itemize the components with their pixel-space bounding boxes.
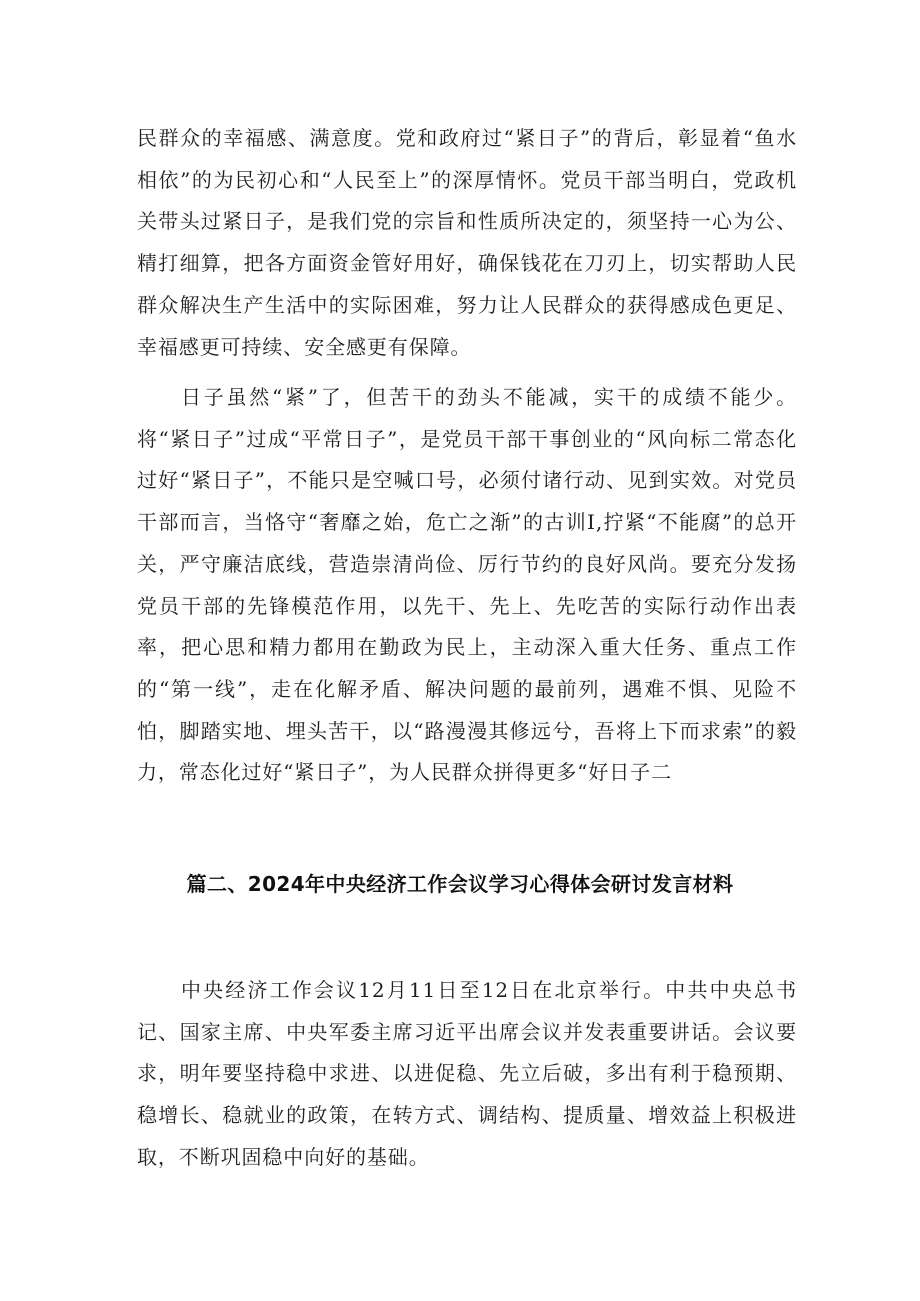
body-paragraph: 日子虽然“紧”了，但苦干的劲头不能减，实干的成绩不能少。将“紧日子”过成“平常日子”，是党员干部干事创业的“风向标二常态化过好“紧日子”，不能只是空喊口号，必须付诸行动、见到实效。对党员干部而言，当恪守“奢靡之始，危亡之渐”的古训I,拧紧“不能腐”的总开关，严守廉洁底线，营造崇清尚俭、厉行节约的良好风尚。要充分发扬党员干部的先锋模范作用，以先干、先上、先吃苦的实际行动作出表率，把心思和精力都用在勤政为民上，主动深入重大任务、重点工作的“第一线”，走在化解矛盾、解决问题的最前列，遇难不惧、见险不怕，脚踏实地、埋头苦干，以“路漫漫其修远兮，吾将上下而求索”的毅力，常态化过好“紧日子”，为人民群众拼得更多“好日子二 xyxy=(137,385,797,785)
body-paragraph: 民群众的幸福感、满意度。党和政府过“紧日子”的背后，彰显着“鱼水相依”的为民初心和“人民至上”的深厚情怀。党员干部当明白，党政机关带头过紧日子，是我们党的宗旨和性质所决定的，须坚持一心为公、精打细算，把各方面资金管好用好，确保钱花在刀刃上，切实帮助人民群众解决生产生活中的实际困难，努力让人民群众的获得感成色更足、幸福感更可持续、安全感更有保障。 xyxy=(137,126,797,359)
section-heading: 篇二、2024年中央经济工作会议学习心得体会研讨发言材料 xyxy=(186,872,734,896)
body-paragraph: 中央经济工作会议12月11日至12日在北京举行。中共中央总书记、国家主席、中央军委主席习近平出席会议并发表重要讲话。会议要求，明年要坚持稳中求进、以进促稳、先立后破，多出有利于稳预期、稳增长、稳就业的政策，在转方式、调结构、提质量、增效益上积极进取，不断巩固稳中向好的基础。 xyxy=(137,978,797,1169)
